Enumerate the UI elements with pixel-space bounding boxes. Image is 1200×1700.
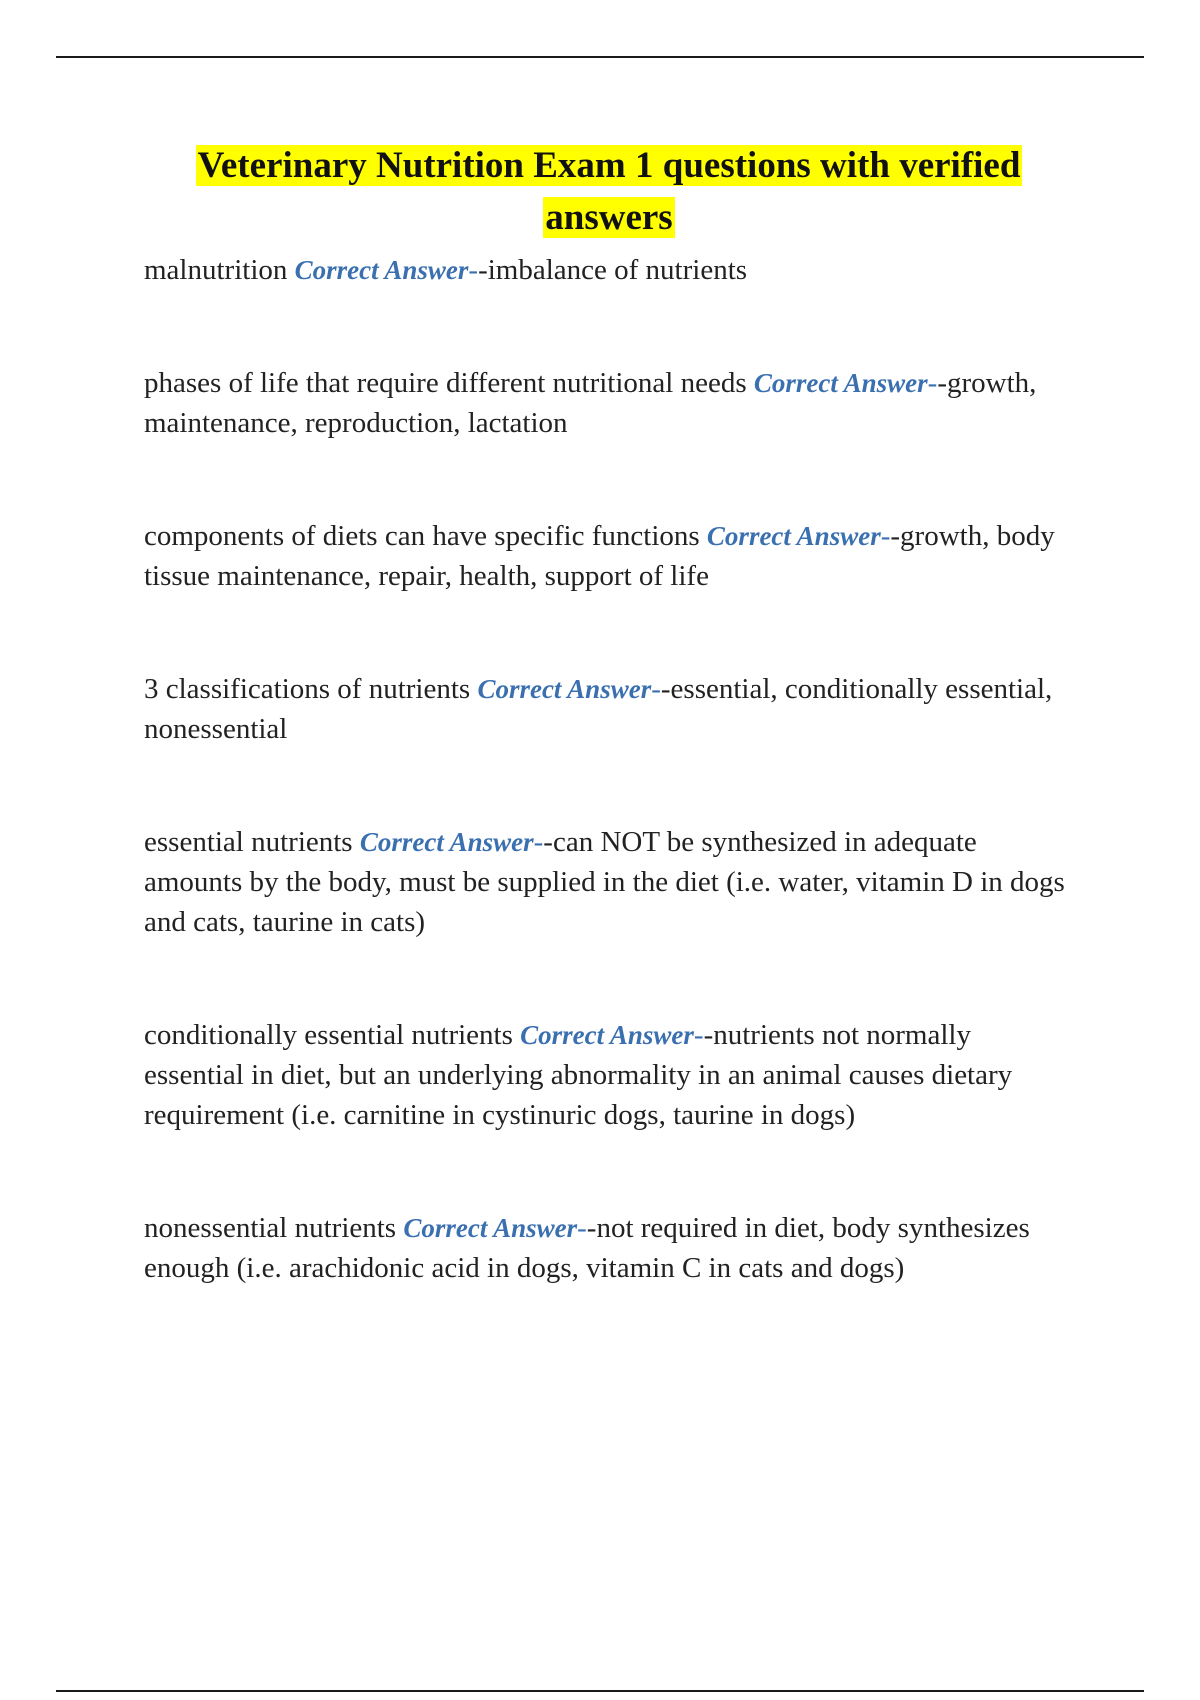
question-term: 3 classifications of nutrients [144,673,471,705]
answer-text: -essential, conditionally essential, nonessential [144,673,1053,745]
marker-dash: - [533,826,544,858]
qa-list [144,250,1074,1288]
question-term: malnutrition [144,254,288,286]
qa-entry [144,250,1074,290]
correct-answer-marker: Correct Answer [520,1020,694,1050]
question-term: phases of life that require different nutritional needs [144,367,747,399]
correct-answer-marker: Correct Answer [706,521,881,551]
marker-dash: - [651,673,661,705]
question-term: conditionally essential nutrients [144,1019,513,1051]
correct-answer-marker: Correct Answer [477,674,652,704]
question-term: components of diets can have specific functions [144,520,700,552]
title-highlight: Veterinary Nutrition Exam 1 questions with verified answers [197,145,1021,238]
qa-entry [144,822,1074,942]
footer-rule [56,1690,1144,1692]
answer-text: -growth, body tissue maintenance, repair, health, support of life [144,520,1055,592]
question-term: nonessential nutrients [144,1212,397,1244]
question-term: essential nutrients [144,826,353,858]
qa-entry [144,516,1074,596]
qa-entry [144,1015,1074,1135]
marker-dash: - [880,520,891,552]
correct-answer-marker: Correct Answer [753,368,928,398]
qa-entry [144,363,1074,443]
correct-answer-marker: Correct Answer [359,827,534,857]
answer-text: -nutrients not normally essential in diet, but an underlying abnormality in an animal causes dietary requirement (i.e. carnitine in cystinuric dogs, taurine in dogs) [144,1019,1013,1131]
document-body [144,140,1074,1361]
answer-text: -imbalance of nutrients [478,254,748,286]
document-title [144,140,1074,244]
answer-text: -can NOT be synthesized in adequate amounts by the body, must be supplied in the diet (i.e. water, vitamin D in dogs and cats, taurine in cats) [144,826,1065,938]
marker-dash: - [577,1212,587,1244]
correct-answer-marker: Correct Answer [294,255,469,285]
marker-dash: - [693,1019,704,1051]
answer-text: -not required in diet, body synthesizes enough (i.e. arachidonic acid in dogs, vitamin C in cats and dogs) [144,1212,1030,1284]
marker-dash: - [927,367,938,399]
header-rule [56,56,1144,58]
qa-entry [144,1208,1074,1288]
qa-entry [144,669,1074,749]
correct-answer-marker: Correct Answer [403,1213,578,1243]
marker-dash: - [468,254,479,286]
answer-text: -growth, maintenance, reproduction, lactation [144,367,1037,439]
